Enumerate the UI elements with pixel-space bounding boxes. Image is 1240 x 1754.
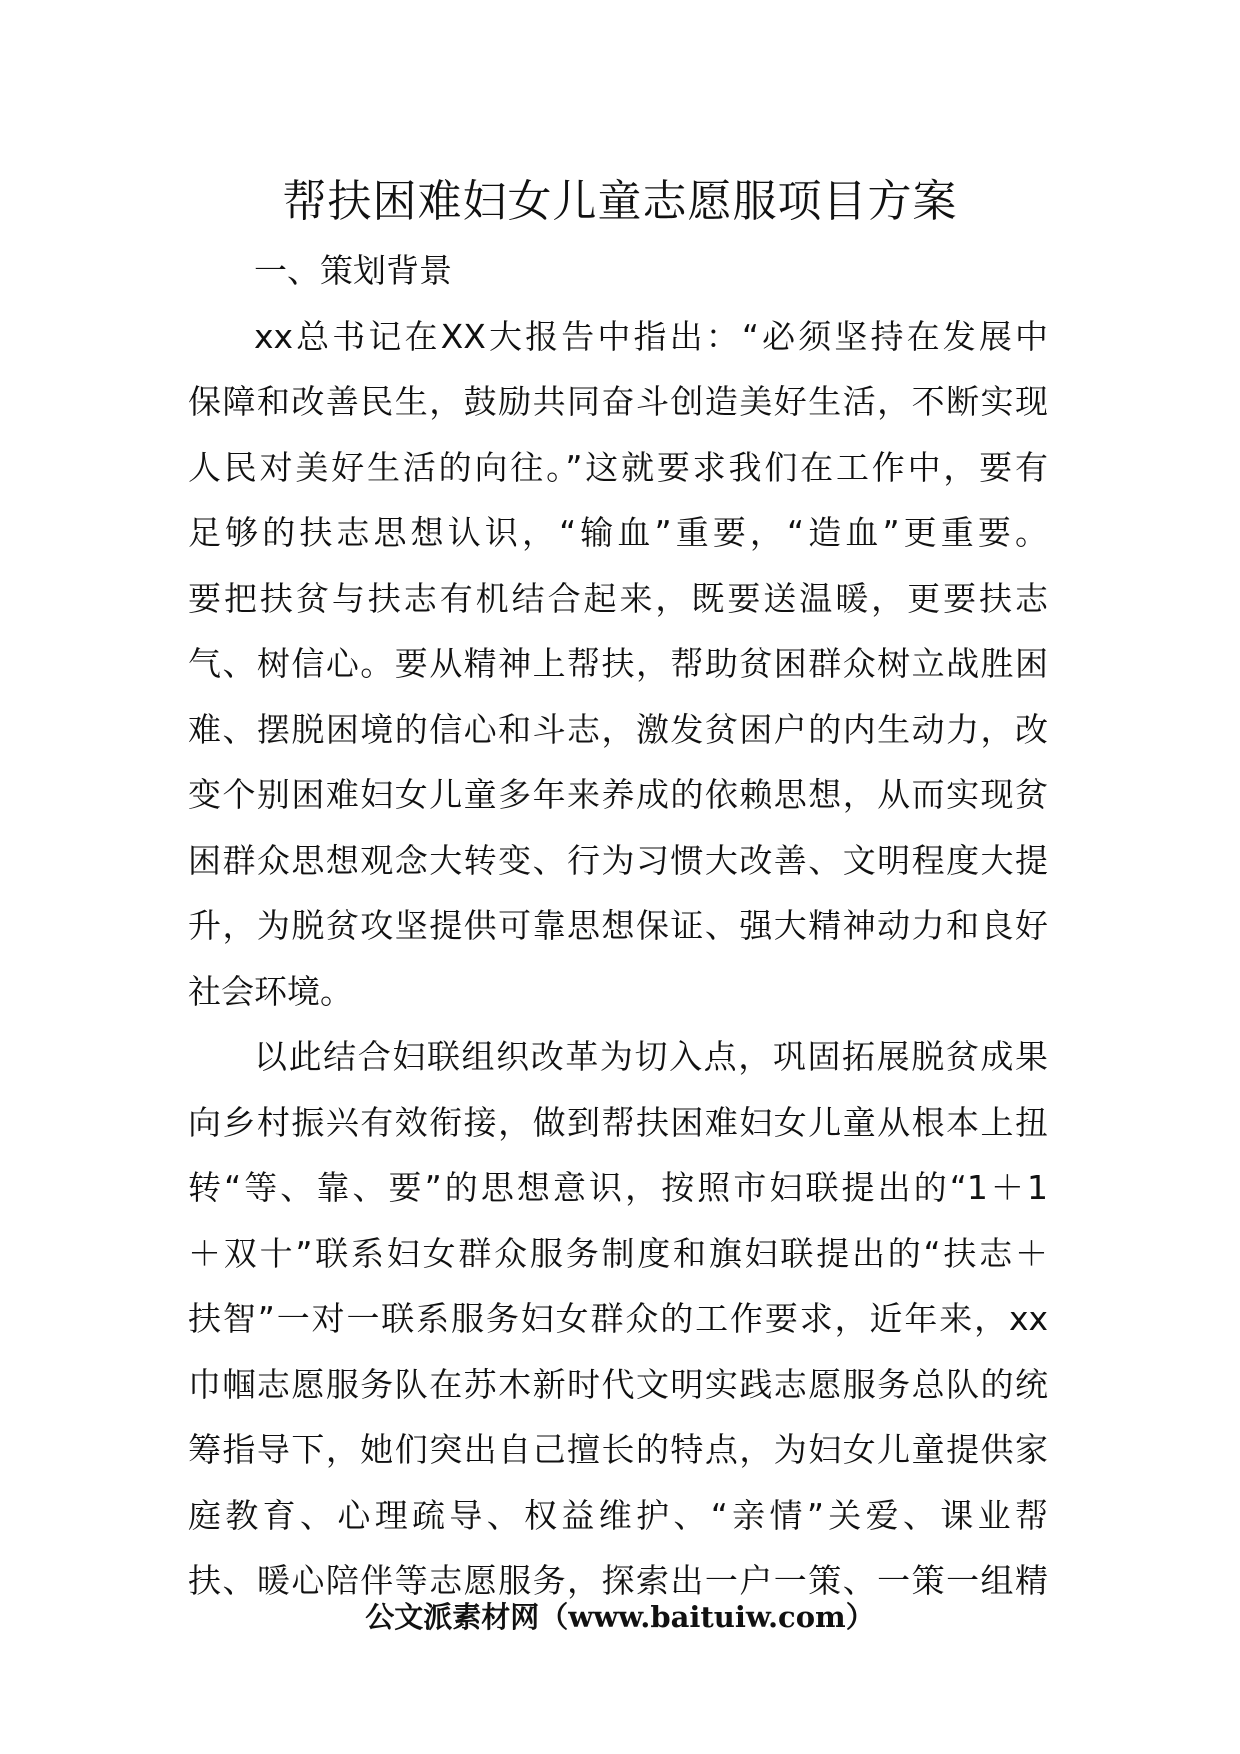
paragraph-line: 保障和改善民生，鼓励共同奋斗创造美好生活，不断实现 <box>188 382 1048 421</box>
paragraph-line: 难、摆脱困境的信心和斗志，激发贫困户的内生动力，改 <box>188 709 1048 749</box>
paragraph-line: 扶、暖心陪伴等志愿服务，探索出一户一策、一策一组精 <box>188 1561 1048 1600</box>
paragraph-line: 人民对美好生活的向往。”这就要求我们在工作中，要有 <box>188 447 1048 487</box>
paragraph-line: 足够的扶志思想认识，“输血”重要，“造血”更重要。 <box>188 513 1048 552</box>
paragraph-line: 变个别困难妇女儿童多年来养成的依赖思想，从而实现贫 <box>188 775 1048 814</box>
paragraph-line: 困群众思想观念大转变、行为习惯大改善、文明程度大提 <box>188 840 1048 880</box>
paragraph-line: xx总书记在XX大报告中指出：“必须坚持在发展中 <box>254 316 1048 356</box>
paragraph-line: ＋双十”联系妇女群众服务制度和旗妇联提出的“扶志＋ <box>188 1233 1048 1273</box>
paragraph-line: 以此结合妇联组织改革为切入点，巩固拓展脱贫成果 <box>254 1037 1048 1076</box>
watermark-footer: 公文派素材网（www.baituiw.com） <box>365 1600 875 1634</box>
paragraph-line: 巾帼志愿服务队在苏木新时代文明实践志愿服务总队的统 <box>188 1364 1048 1404</box>
document-title: 帮扶困难妇女儿童志愿服项目方案 <box>282 176 958 227</box>
section-heading: 一、策划背景 <box>254 251 452 290</box>
paragraph-line: 气、树信心。要从精神上帮扶，帮助贫困群众树立战胜困 <box>188 644 1048 683</box>
paragraph-line: 社会环境。 <box>188 971 353 1011</box>
document-body <box>188 238 1048 1614</box>
paragraph-line: 庭教育、心理疏导、权益维护、“亲情”关爱、课业帮 <box>188 1495 1048 1535</box>
paragraph-line: 升，为脱贫攻坚提供可靠思想保证、强大精神动力和良好 <box>188 906 1048 945</box>
paragraph-line: 转“等、靠、要”的思想意识，按照市妇联提出的“1＋1 <box>188 1168 1048 1207</box>
paragraph-line: 筹指导下，她们突出自己擅长的特点，为妇女儿童提供家 <box>188 1430 1048 1469</box>
paragraph-line: 扶智”一对一联系服务妇女群众的工作要求，近年来，xx <box>188 1299 1048 1338</box>
paragraph-line: 要把扶贫与扶志有机结合起来，既要送温暖，更要扶志 <box>188 578 1048 618</box>
paragraph-line: 向乡村振兴有效衔接，做到帮扶困难妇女儿童从根本上扭 <box>188 1102 1048 1142</box>
